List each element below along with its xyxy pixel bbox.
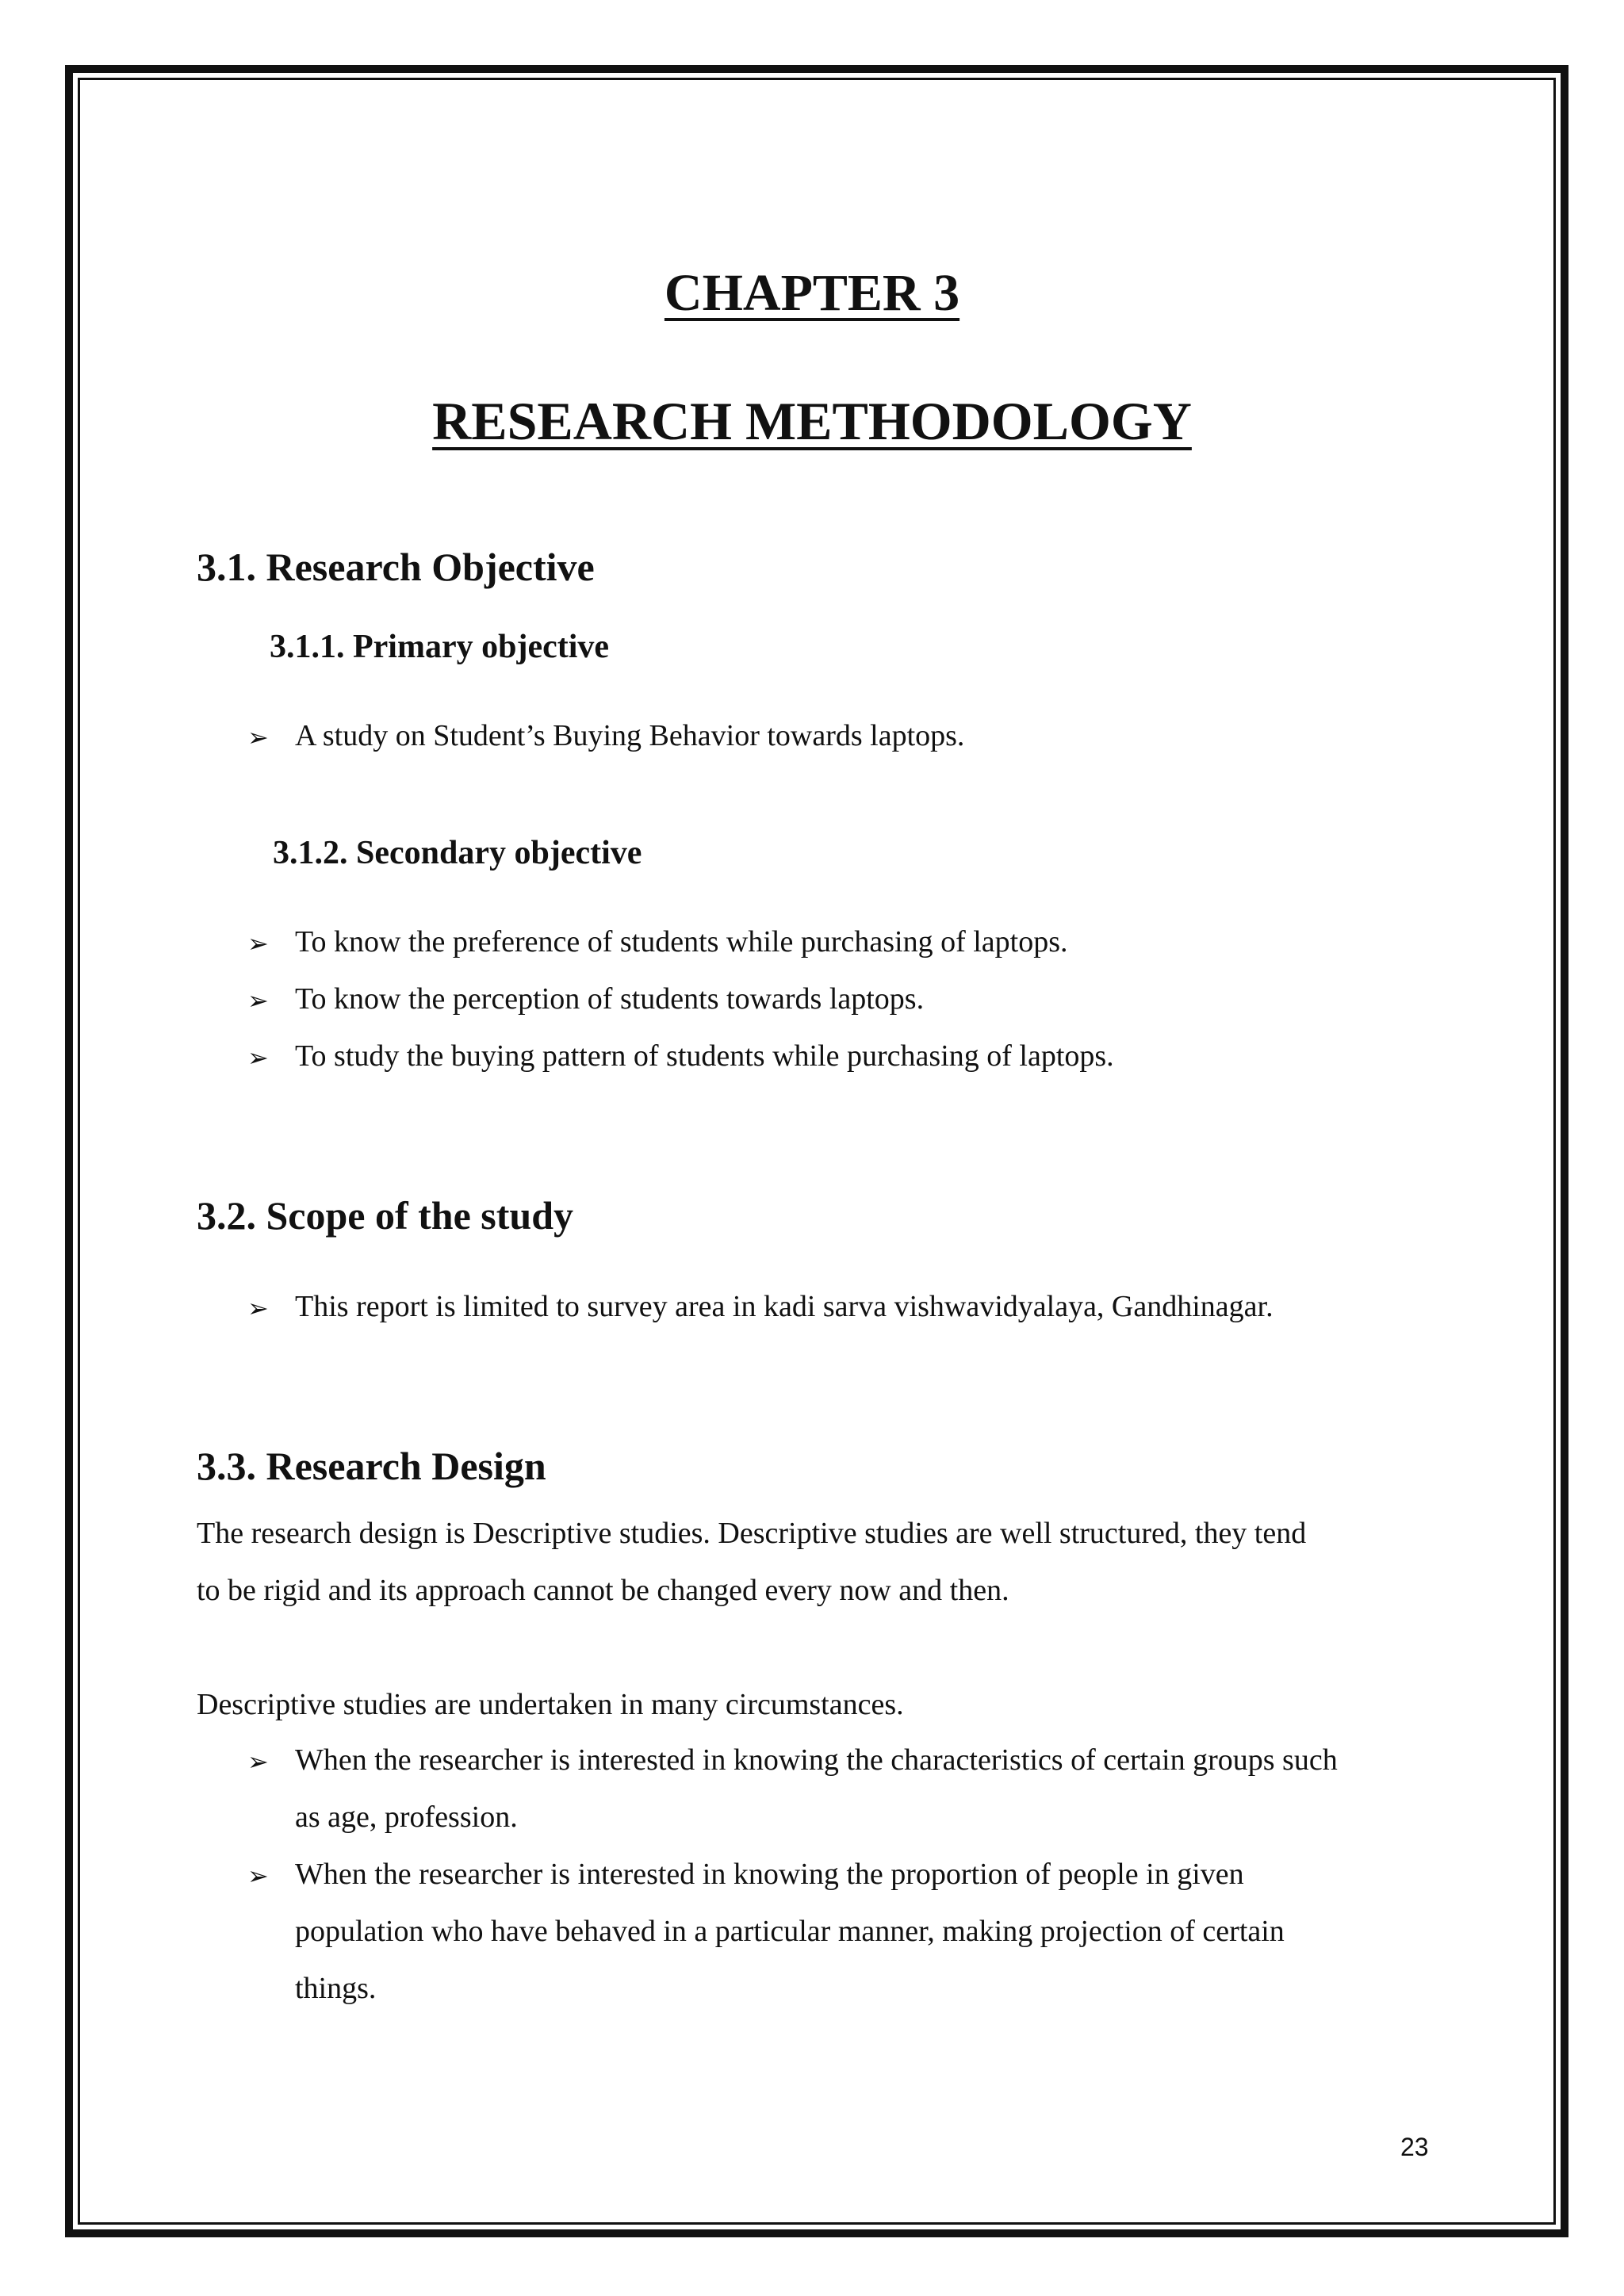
bullet-text: When the researcher is interested in knowing the proportion of people in given xyxy=(295,1858,1244,1891)
bullet-text: To study the buying pattern of students while purchasing of laptops. xyxy=(295,1039,1114,1073)
bullet-text: When the researcher is interested in knowing the characteristics of certain groups such xyxy=(295,1743,1338,1777)
bullet-text: To know the perception of students towards laptops. xyxy=(295,982,925,1016)
section-heading-scope: 3.2. Scope of the study xyxy=(197,1193,574,1238)
bullet-arrow-icon: ➢ xyxy=(247,1747,269,1777)
bullet-text: things. xyxy=(295,1972,377,2005)
subsection-heading-primary-objective: 3.1.1. Primary objective xyxy=(270,629,610,665)
bullet-text: This report is limited to survey area in kadi sarva vishwavidyalaya, Gandhinagar. xyxy=(295,1290,1274,1323)
bullet-arrow-icon: ➢ xyxy=(247,722,269,752)
bullet-text: A study on Student’s Buying Behavior towards laptops. xyxy=(295,719,965,752)
bullet-arrow-icon: ➢ xyxy=(247,985,269,1016)
paragraph-line: The research design is Descriptive studies. Descriptive studies are well structured, they tend xyxy=(197,1517,1307,1550)
bullet-text: population who have behaved in a particular manner, making projection of certain xyxy=(295,1915,1285,1948)
paragraph-line: to be rigid and its approach cannot be changed every now and then. xyxy=(197,1574,1009,1607)
chapter-number: CHAPTER 3 xyxy=(664,264,960,322)
bullet-text: as age, profession. xyxy=(295,1800,518,1834)
subsection-heading-secondary-objective: 3.1.2. Secondary objective xyxy=(273,835,642,871)
section-heading-research-design: 3.3. Research Design xyxy=(197,1444,546,1488)
bullet-text: To know the preference of students while purchasing of laptops. xyxy=(295,925,1068,959)
page-number: 23 xyxy=(1400,2133,1429,2161)
section-heading-research-objective: 3.1. Research Objective xyxy=(197,545,595,589)
bullet-arrow-icon: ➢ xyxy=(247,1043,269,1073)
chapter-title: RESEARCH METHODOLOGY xyxy=(432,391,1192,451)
bullet-arrow-icon: ➢ xyxy=(247,1293,269,1323)
bullet-arrow-icon: ➢ xyxy=(247,1861,269,1891)
bullet-arrow-icon: ➢ xyxy=(247,928,269,959)
paragraph-intro: Descriptive studies are undertaken in many circumstances. xyxy=(197,1688,904,1721)
